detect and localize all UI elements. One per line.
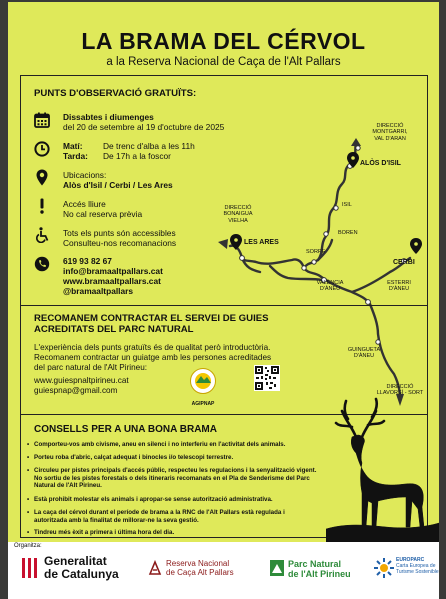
accessible-info: Tots els punts són accessibles xyxy=(63,228,176,238)
afternoon-label: Tarda: xyxy=(63,151,88,161)
label-montgarri: DIRECCIÓ MONTGARRI, VAL D'ARAN xyxy=(372,123,408,142)
social-handle[interactable]: @bramaaltpallars xyxy=(63,286,134,296)
locations-value: Alòs d'Isil / Cerbi / Les Ares xyxy=(63,180,173,190)
label-sorpe: SORPE xyxy=(306,249,326,255)
label-isil: ISIL xyxy=(342,202,352,208)
pin-les-ares xyxy=(230,234,242,250)
label-guingueta: GUINGUETA D'ÀNEU xyxy=(347,347,381,360)
accessible-recommendations: Consulteu-nos recomanacions xyxy=(63,238,177,248)
advice-heading: CONSELLS PER A UNA BONA BRAMA xyxy=(34,424,217,435)
points-heading: PUNTS D'OBSERVACIÓ GRATUÏTS: xyxy=(34,88,197,99)
parc-natural-name: Parc Natural de l'Alt Pirineu xyxy=(288,559,351,579)
organizer-label: Organitza: xyxy=(14,543,42,549)
label-alos-isil: ALÒS D'ISIL xyxy=(360,160,401,167)
advice-item: • La caça del cérvol durant el període de brama a la RNC de l'Alt Pallars està regulada i autoritzada amb la finalitat de millorar-ne la seva gestió. xyxy=(27,509,285,524)
label-les-ares: LES ARES xyxy=(244,239,279,246)
morning-value: De trenc d'alba a les 11h xyxy=(103,141,195,151)
morning-label: Matí: xyxy=(63,141,83,151)
access-free: Accés lliure xyxy=(63,199,106,209)
label-bonaigua: DIRECCIÓ BONAIGUA VIELHA xyxy=(223,205,253,224)
label-esterri: ESTERRI D'ÀNEU xyxy=(387,280,411,293)
label-llavorsi: DIRECCIÓ LLAVORSÍ - SORT xyxy=(376,384,424,397)
pin-cerbi xyxy=(410,238,422,254)
advice-item: • Tindreu més èxit a primera i última hora del dia. xyxy=(27,529,175,536)
label-valencia: VALÈNCIA D'ÀNEU xyxy=(316,280,344,293)
gencat-name: Generalitat de Catalunya xyxy=(44,554,119,581)
exclamation-icon xyxy=(39,198,45,214)
reserva-name: Reserva Nacional de Caça Alt Pallars xyxy=(166,559,234,577)
advice-item: • Comporteu-vos amb civisme, aneu en silenci i no interferiu en l'activitat dels animals. xyxy=(27,441,286,448)
guides-body-3: del parc natural de l'Alt Pirineu: xyxy=(34,363,148,372)
advice-item: • Està prohibit molestar els animals i apropar-se sense autorització administrativa. xyxy=(27,496,273,503)
footer-organizers xyxy=(8,542,439,599)
advice-item: • Porteu roba d'abric, calçat adequat i binocles i/o telescopi terrestre. xyxy=(27,454,234,461)
advice-item: • Circuleu per pistes principals d'accés públic, respecteu les regulacions i la senyalització vigent. No sortiu de les pistes forestals o dels itineraris recomanats en el Pla de Senderisme del Parc Natural de l'Alt Pirineu. xyxy=(27,467,317,489)
access-no-reservation: No cal reserva prèvia xyxy=(63,209,143,219)
afternoon-value: De 17h a la foscor xyxy=(103,151,171,161)
dates-range: del 20 de setembre al 19 d'octubre de 2025 xyxy=(63,122,225,132)
label-cerbi: CERBI xyxy=(393,259,415,266)
reserva-logo xyxy=(148,560,162,576)
guides-heading-2: ACREDITATS DEL PARC NATURAL xyxy=(34,324,194,335)
deer-silhouette xyxy=(326,397,439,542)
location-pin-icon xyxy=(36,169,48,186)
website-link[interactable]: www.bramaaltpallars.cat xyxy=(63,276,161,286)
clock-icon xyxy=(34,141,50,157)
guides-website[interactable]: www.guiespnaltpirineu.cat xyxy=(34,376,129,385)
qr-code[interactable] xyxy=(254,365,280,391)
europarc-logo xyxy=(374,558,394,578)
guides-body-1: L'experiència dels punts gratuïts és de qualitat però introductòria. xyxy=(34,343,271,352)
guides-email[interactable]: guiespnap@gmail.com xyxy=(34,386,118,395)
agipnap-logo xyxy=(188,368,218,402)
agipnap-label: AGIPNAP xyxy=(191,401,215,407)
calendar-icon xyxy=(34,112,50,128)
section-divider-guides xyxy=(20,305,428,306)
label-boren: BOREN xyxy=(338,230,358,236)
phone-icon xyxy=(34,256,50,272)
guides-heading-1: RECOMANEM CONTRACTAR EL SERVEI DE GUIES xyxy=(34,313,269,324)
guides-body-2: Recomanem contractar un guiatge amb les persones acreditades xyxy=(34,353,272,362)
poster xyxy=(8,2,439,542)
europarc-name: EUROPARC Carta Europea de Turisme Sostenible xyxy=(396,557,439,575)
poster-subtitle: a la Reserva Nacional de Caça de l'Alt Pallars xyxy=(106,56,341,68)
gencat-logo xyxy=(20,556,40,580)
email-link[interactable]: info@bramaaltpallars.cat xyxy=(63,266,163,276)
parc-natural-logo xyxy=(270,560,284,576)
dates-days: Dissabtes i diumenges xyxy=(63,112,154,122)
poster-title: LA BRAMA DEL CÉRVOL xyxy=(81,28,366,54)
locations-label: Ubicacions: xyxy=(63,170,107,180)
phone-number[interactable]: 619 93 82 67 xyxy=(63,256,112,266)
wheelchair-icon xyxy=(35,227,51,243)
